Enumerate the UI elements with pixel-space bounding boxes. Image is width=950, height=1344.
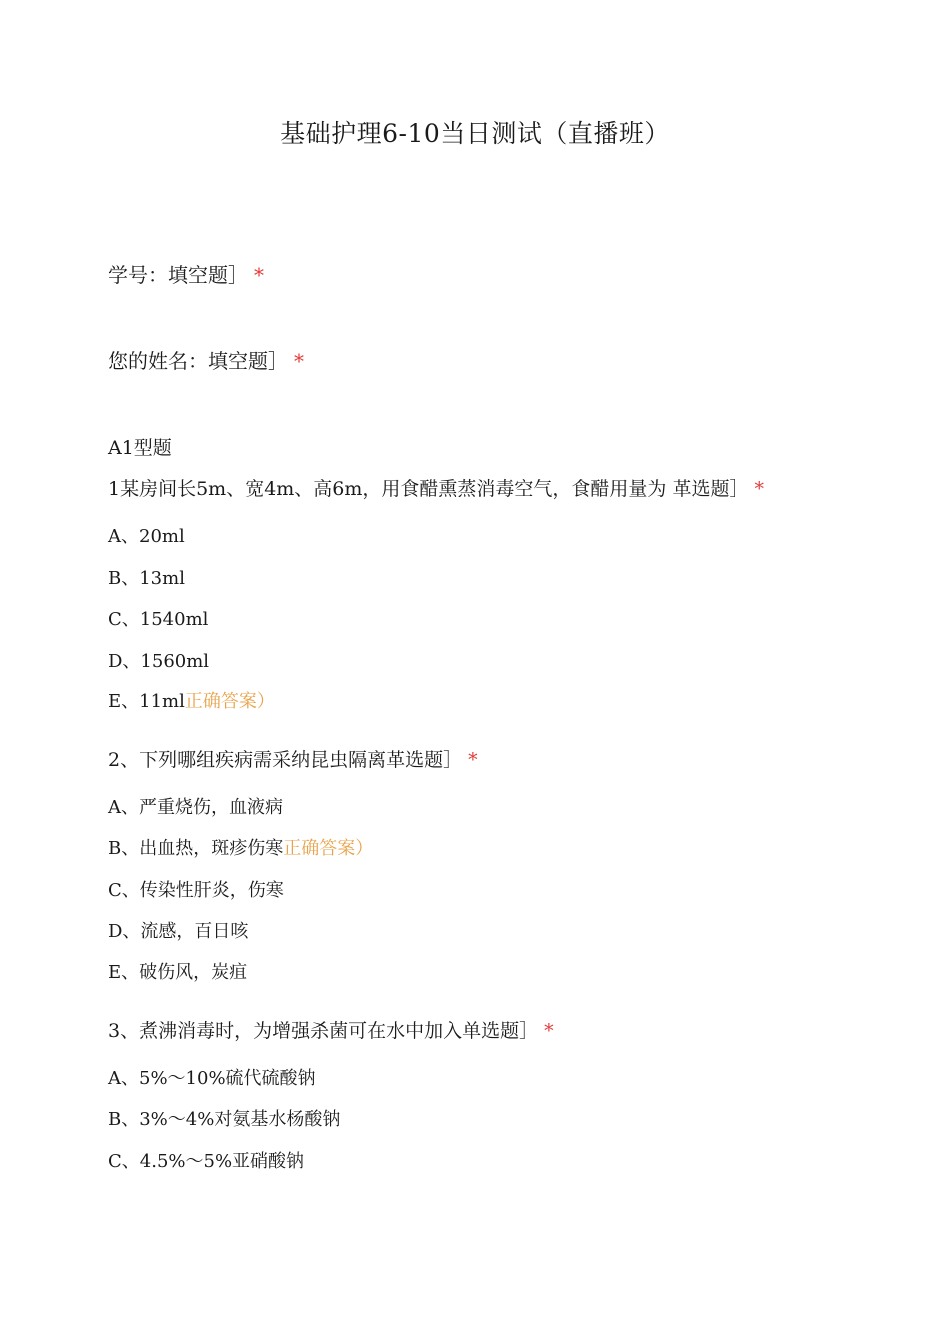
option-item[interactable] (108, 564, 185, 590)
question-text: 2、下列哪组疾病需采纳昆虫隔离革选题］ (108, 749, 463, 771)
option-label: A、5%〜10%硫代硫酸钠 (108, 1068, 316, 1089)
option-item[interactable] (108, 917, 248, 943)
option-item[interactable] (108, 1147, 304, 1173)
option-item[interactable] (108, 1105, 340, 1131)
required-star: * (468, 749, 478, 771)
option-label: B、13ml (108, 568, 185, 589)
option-item[interactable] (108, 605, 208, 631)
required-star: * (754, 478, 764, 500)
option-item[interactable] (108, 876, 284, 902)
option-item[interactable] (108, 793, 283, 819)
option-label: C、4.5%〜5%亚硝酸钠 (108, 1151, 305, 1172)
option-label: E、11ml (108, 691, 185, 712)
question-stem (108, 745, 478, 772)
option-label: A、严重烧伤，血液病 (108, 797, 283, 818)
option-item[interactable] (108, 834, 373, 860)
option-item[interactable] (108, 687, 275, 713)
page-title: 基础护理6-10当日测试（直播班） (280, 119, 670, 148)
field-student-id[interactable] (108, 259, 264, 288)
option-label: C、传染性肝炎，伤寒 (108, 880, 284, 901)
option-item[interactable] (108, 1064, 316, 1090)
question-stem (108, 1016, 554, 1043)
required-star: * (254, 263, 264, 287)
question-text: 3、煮沸消毒时，为增强杀菌可在水中加入单选题］ (108, 1020, 539, 1042)
field-label: 学号：填空题］ (108, 263, 248, 287)
correct-answer-mark: 正确答案） (283, 838, 374, 859)
option-label: A、20ml (108, 526, 185, 547)
field-name[interactable] (108, 345, 304, 374)
required-star: * (294, 349, 304, 373)
field-label: 您的姓名：填空题］ (108, 349, 288, 373)
question-text: 1某房间长5m、宽4m、高6m，用食醋熏蒸消毒空气，食醋用量为 革选题］ (108, 478, 749, 500)
required-star: * (544, 1020, 554, 1042)
section-heading: A1型题 (108, 437, 172, 459)
question-stem (108, 474, 764, 501)
option-label: D、流感，百日咳 (108, 921, 249, 942)
option-label: D、1560ml (108, 651, 210, 672)
option-label: B、出血热，斑疹伤寒 (108, 838, 284, 859)
option-item[interactable] (108, 647, 209, 673)
option-item[interactable] (108, 958, 247, 984)
correct-answer-mark: 正确答案） (184, 691, 275, 712)
option-label: E、破伤风，炭疽 (108, 962, 248, 983)
option-label: B、3%〜4%对氨基水杨酸钠 (108, 1109, 341, 1130)
option-label: C、1540ml (108, 609, 209, 630)
option-item[interactable] (108, 522, 185, 548)
